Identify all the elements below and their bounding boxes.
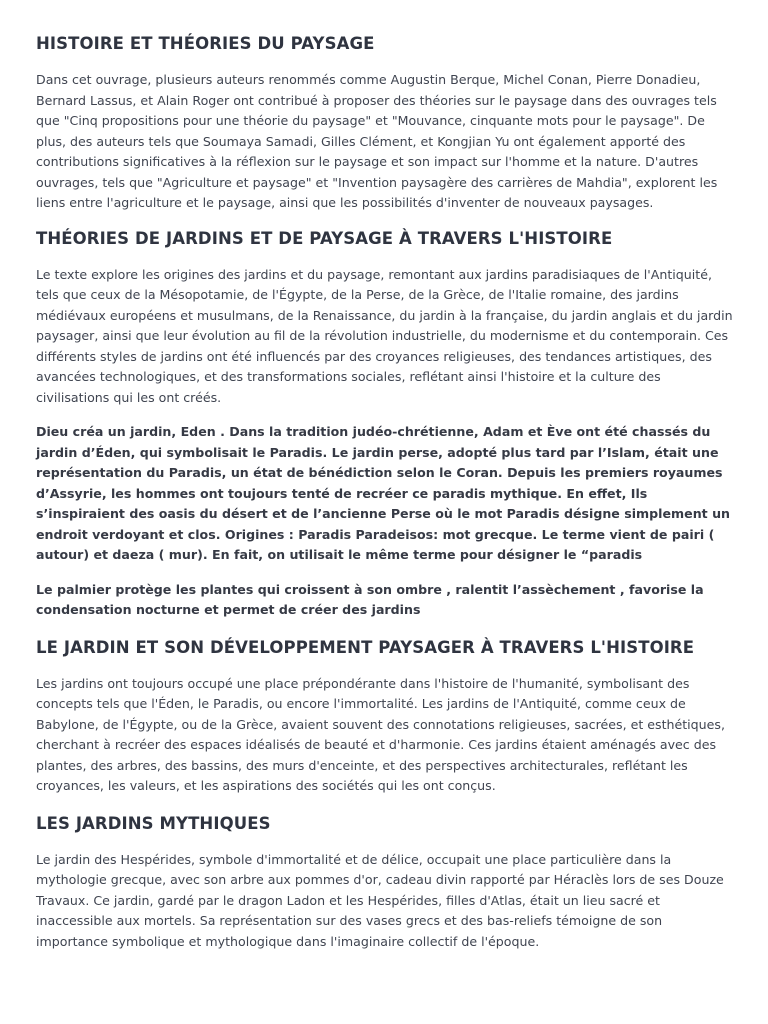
section-heading: THÉORIES DE JARDINS ET DE PAYSAGE À TRAVERS L'HISTOIRE [36, 228, 613, 248]
section-heading: HISTOIRE ET THÉORIES DU PAYSAGE [36, 34, 375, 53]
section-heading: LE JARDIN ET SON DÉVELOPPEMENT PAYSAGER À TRAVERS L'HISTOIRE [36, 637, 695, 657]
paragraph: Les jardins ont toujours occupé une place prépondérante dans l'histoire de l'humanité, symbolisant des concepts tels que l'Éden, le Paradis, ou encore l'immortalité. Les jardins de l'Antiquité, comme ceux de Babylone, de l'Égypte, ou de la Grèce, avaient souvent des connotations religieuses, sacrées, et esthétiques, cherchant à recréer des espaces idéalisés de beauté et d'harmonie. Ces jardins étaient aménagés avec des plantes, des arbres, des bassins, des murs d'enceinte, et des perspectives architecturales, reflétant les croyances, les valeurs, et les aspirations des sociétés qui les ont conçus. [36, 675, 725, 793]
paragraph: Dans cet ouvrage, plusieurs auteurs renommés comme Augustin Berque, Michel Conan, Pierre Donadieu, Bernard Lassus, et Alain Roger ont contribué à proposer des théories sur le paysage dans des ouvrages tels que "Cinq propositions pour une théorie du paysage" et "Mouvance, cinquante mots pour le paysage". De plus, des auteurs tels que Soumaya Samadi, Gilles Clément, et Kongjian Yu ont également apporté des contributions significatives à la réflexion sur le paysage et son impact sur l'homme et la nature. D'autres ouvrages, tels que "Agriculture et paysage" et "Invention paysagère des carrières de Mahdia", explorent les liens entre l'agriculture et le paysage, ainsi que les possibilités d'inventer de nouveaux paysages. [36, 72, 718, 210]
paragraph: Le jardin des Hespérides, symbole d'immortalité et de délice, occupait une place particulière dans la mythologie grecque, avec son arbre aux pommes d'or, cadeau divin rapporté par Héraclès lors de ses Douze Travaux. Ce jardin, gardé par le dragon Ladon et les Hespérides, filles d'Atlas, était un lieu sacré et inaccessible aux mortels. Sa représentation sur des vases grecs et des bas-reliefs témoigne de son importance symbolique et mythologique dans l'imaginaire collectif de l'époque. [36, 851, 724, 949]
bold-paragraph: Le palmier protège les plantes qui croissent à son ombre , ralentit l’assèchement , favorise la condensation nocturne et permet de créer des jardins [36, 581, 704, 617]
bold-paragraph: Dieu créa un jardin, Eden . Dans la tradition judéo-chrétienne, Adam et Ève ont été chassés du jardin d’Éden, qui symbolisait le Paradis. Le jardin perse, adopté plus tard par l’Islam, était une représentation du Paradis, un état de bénédiction selon le Coran. Depuis les premiers royaumes d’Assyrie, les hommes ont toujours tenté de recréer ce paradis mythique. En effet, Ils s’inspiraient des oasis du désert et de l’ancienne Perse où le mot Paradis désigne simplement un endroit verdoyant et clos. Origines : Paradis Paradeisos: mot grecque. Le terme vient de pairi ( autour) et daeza ( mur). En fait, on utilisait le même terme pour désigner le “paradis [36, 424, 731, 562]
section-heading: LES JARDINS MYTHIQUES [36, 813, 271, 833]
paragraph: Le texte explore les origines des jardins et du paysage, remontant aux jardins paradisiaques de l'Antiquité, tels que ceux de la Mésopotamie, de l'Égypte, de la Perse, de la Grèce, de l'Italie romaine, des jardins médiévaux européens et musulmans, de la Renaissance, du jardin à la française, du jardin anglais et du jardin paysager, ainsi que leur évolution au fil de la révolution industrielle, du modernisme et du contemporain. Ces différents styles de jardins ont été influencés par des croyances religieuses, des tendances artistiques, des avancées technologiques, et des transformations sociales, reflétant ainsi l'histoire et la culture des civilisations qui les ont créés. [36, 266, 733, 405]
